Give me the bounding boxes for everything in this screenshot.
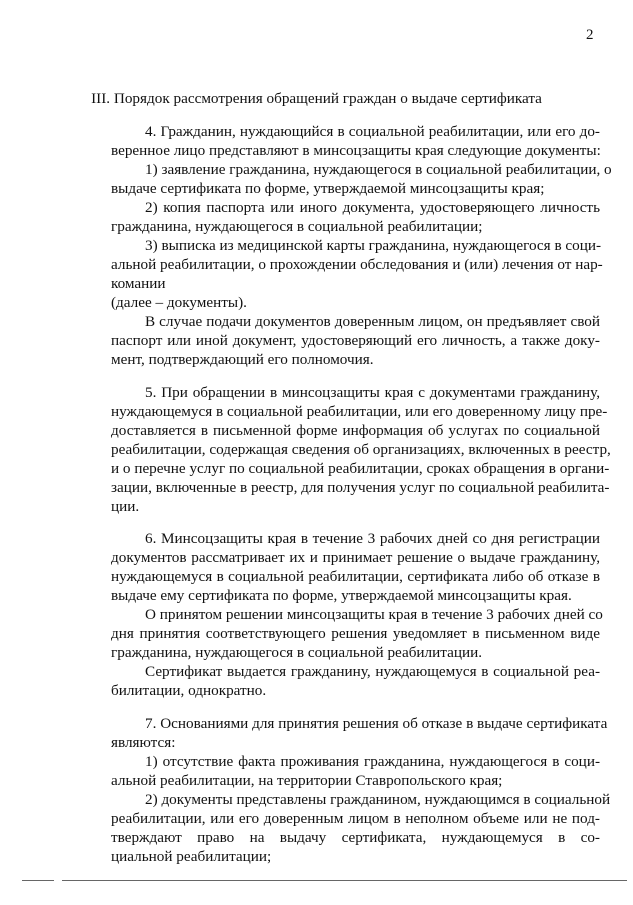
text-line: гражданина, нуждающегося в социальной реабилитации. — [111, 644, 483, 661]
text-line: О принятом решении минсоцзащиты края в течение 3 рабочих дней со — [145, 606, 603, 623]
text-line: циальной реабилитации; — [111, 848, 272, 865]
section-title: III. Порядок рассмотрения обращений граждан о выдаче сертификата — [91, 90, 542, 107]
text-line: мент, подтверждающий его полномочия. — [111, 351, 374, 368]
text-line: 1) заявление гражданина, нуждающегося в социальной реабилитации, о — [145, 161, 612, 178]
text-line: 5. При обращении в минсоцзащиты края с документами гражданину, — [145, 384, 600, 401]
text-line: 2) копия паспорта или иного документа, удостоверяющего личность — [145, 199, 600, 216]
text-line: дня принятия соответствующего решения уведомляет в письменном виде — [111, 625, 600, 642]
text-line: альной реабилитации, о прохождении обследования и (или) лечения от нар- — [111, 256, 603, 273]
text-line: 2) документы представлены гражданином, нуждающимся в социальной — [145, 791, 611, 808]
text-line: документов рассматривает их и принимает решение о выдаче гражданину, — [111, 549, 600, 566]
text-line: 7. Основаниями для принятия решения об отказе в выдаче сертификата — [145, 715, 608, 732]
text-line: нуждающемуся в социальной реабилитации, сертификата либо об отказе в — [111, 568, 600, 585]
text-line: тверждают право на выдачу сертификата, нуждающемуся в со- — [111, 829, 600, 846]
text-line: зации, включенные в реестр, для получения услуг по социальной реабилита- — [111, 479, 610, 496]
text-line: и о перечне услуг по социальной реабилитации, сроках обращения в органи- — [111, 460, 610, 477]
text-line: паспорт или иной документ, удостоверяющий его личность, а также доку- — [111, 332, 600, 349]
text-line: В случае подачи документов доверенным лицом, он предъявляет свой — [145, 313, 600, 330]
text-line: 3) выписка из медицинской карты гражданина, нуждающегося в соци- — [145, 237, 602, 254]
text-line: доставляется в письменной форме информация об услугах по социальной — [111, 422, 600, 439]
text-line: выдаче ему сертификата по форме, утверждаемой минсоцзащиты края. — [111, 587, 572, 604]
text-line: Сертификат выдается гражданину, нуждающемуся в социальной реа- — [145, 663, 600, 680]
text-line: являются: — [111, 734, 176, 751]
page-number: 2 — [586, 27, 594, 43]
text-line: выдаче сертификата по форме, утверждаемой минсоцзащиты края; — [111, 180, 545, 197]
text-line: реабилитации, или его доверенным лицом в неполном объеме или не под- — [111, 810, 600, 827]
text-line: альной реабилитации, на территории Ставропольского края; — [111, 772, 503, 789]
text-line: нуждающемуся в социальной реабилитации, или его доверенному лицу пре- — [111, 403, 608, 420]
text-line: реабилитации, содержащая сведения об организациях, включенных в реестр, — [111, 441, 611, 458]
text-line: (далее – документы). — [111, 294, 247, 311]
text-line: 4. Гражданин, нуждающийся в социальной реабилитации, или его до- — [145, 123, 600, 140]
text-line: билитации, однократно. — [111, 682, 267, 699]
text-line: ции. — [111, 498, 140, 515]
footer-rule-right — [62, 880, 627, 881]
footer-rule-left — [22, 880, 54, 881]
text-line: комании — [111, 275, 166, 292]
text-line: 6. Минсоцзащиты края в течение 3 рабочих дней со дня регистрации — [145, 530, 600, 547]
text-line: 1) отсутствие факта проживания гражданина, нуждающегося в соци- — [145, 753, 600, 770]
text-line: веренное лицо представляют в минсоцзащиты края следующие документы: — [111, 142, 601, 159]
text-line: гражданина, нуждающегося в социальной реабилитации; — [111, 218, 483, 235]
